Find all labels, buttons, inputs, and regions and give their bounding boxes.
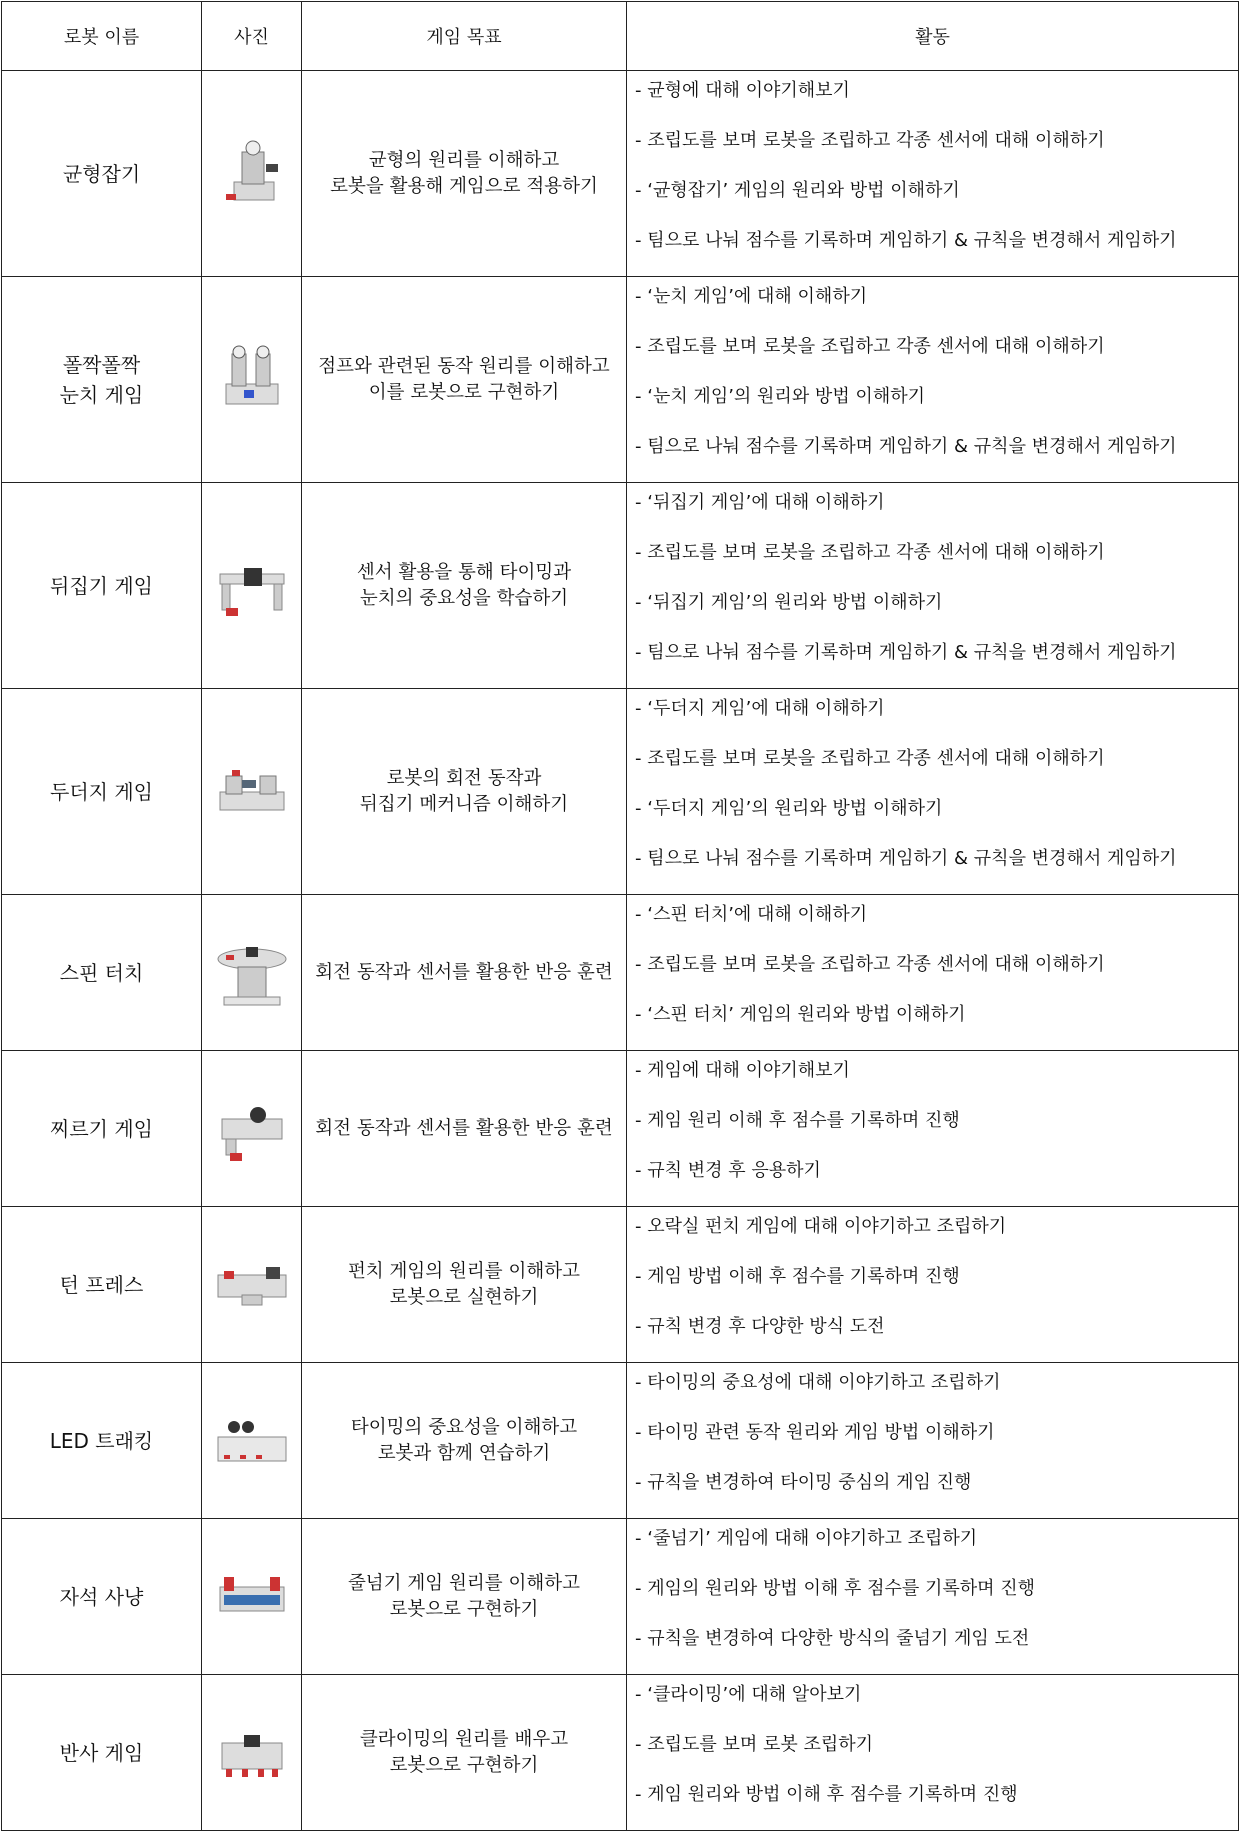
- activity-cell: [627, 71, 1239, 277]
- robot-name: 스핀 터치: [2, 895, 202, 1051]
- robot-image: [212, 752, 292, 832]
- table-row: [2, 689, 1239, 895]
- activity-list: [627, 71, 1238, 276]
- header-robot-name: 로봇 이름: [2, 2, 202, 71]
- activity-item: - 조립도를 보며 로봇을 조립하고 각종 센서에 대해 이해하기: [635, 336, 1105, 357]
- activity-list: [627, 1051, 1238, 1206]
- activity-item: - 조립도를 보며 로봇을 조립하고 각종 센서에 대해 이해하기: [635, 748, 1105, 769]
- activity-list: [627, 1519, 1238, 1674]
- table-row: [2, 1519, 1239, 1675]
- game-goal: 로봇의 회전 동작과 뒤집기 메커니즘 이해하기: [302, 689, 627, 895]
- activity-item: - 조립도를 보며 로봇을 조립하고 각종 센서에 대해 이해하기: [635, 130, 1105, 151]
- robot-photo-cell: [202, 1051, 302, 1207]
- game-goal: 타이밍의 중요성을 이해하고 로봇과 함께 연습하기: [302, 1363, 627, 1519]
- activity-cell: [627, 1207, 1239, 1363]
- robot-game-table: [1, 1, 1239, 1831]
- table-row: [2, 1675, 1239, 1831]
- activity-list: [627, 1675, 1238, 1830]
- robot-photo-cell: [202, 277, 302, 483]
- activity-cell: [627, 895, 1239, 1051]
- activity-item: - ‘줄넘기’ 게임에 대해 이야기하고 조립하기: [635, 1528, 978, 1549]
- activity-item: - 조립도를 보며 로봇을 조립하고 각종 센서에 대해 이해하기: [635, 954, 1105, 975]
- game-goal: 회전 동작과 센서를 활용한 반응 훈련: [302, 895, 627, 1051]
- activity-cell: [627, 689, 1239, 895]
- activity-item: - ‘뒤집기 게임’의 원리와 방법 이해하기: [635, 592, 943, 613]
- activity-item: - 규칙을 변경하여 타이밍 중심의 게임 진행: [635, 1472, 972, 1493]
- activity-item: - ‘균형잡기’ 게임의 원리와 방법 이해하기: [635, 180, 960, 201]
- header-photo: 사진: [202, 2, 302, 71]
- activity-item: - ‘스핀 터치’ 게임의 원리와 방법 이해하기: [635, 1004, 966, 1025]
- robot-name: 두더지 게임: [2, 689, 202, 895]
- activity-item: - 규칙 변경 후 다양한 방식 도전: [635, 1316, 885, 1337]
- activity-cell: [627, 1519, 1239, 1675]
- activity-item: - ‘클라이밍’에 대해 알아보기: [635, 1684, 862, 1705]
- activity-item: - 게임의 원리와 방법 이해 후 점수를 기록하며 진행: [635, 1578, 1036, 1599]
- table-row: [2, 277, 1239, 483]
- robot-name: LED 트래킹: [2, 1363, 202, 1519]
- robot-photo-cell: [202, 689, 302, 895]
- activity-item: - 팀으로 나눠 점수를 기록하며 게임하기 & 규칙을 변경해서 게임하기: [635, 642, 1177, 663]
- robot-image: [212, 546, 292, 626]
- activity-item: - ‘눈치 게임’에 대해 이해하기: [635, 286, 868, 307]
- activity-item: - 팀으로 나눠 점수를 기록하며 게임하기 & 규칙을 변경해서 게임하기: [635, 230, 1177, 251]
- header-game-goal: 게임 목표: [302, 2, 627, 71]
- activity-cell: [627, 1675, 1239, 1831]
- game-goal: 센서 활용을 통해 타이밍과 눈치의 중요성을 학습하기: [302, 483, 627, 689]
- activity-item: - 게임 원리 이해 후 점수를 기록하며 진행: [635, 1110, 960, 1131]
- robot-image: [212, 933, 292, 1013]
- robot-name: 턴 프레스: [2, 1207, 202, 1363]
- robot-photo-cell: [202, 483, 302, 689]
- robot-photo-cell: [202, 1207, 302, 1363]
- robot-image: [212, 1089, 292, 1169]
- robot-photo-cell: [202, 1675, 302, 1831]
- activity-item: - ‘뒤집기 게임’에 대해 이해하기: [635, 492, 885, 513]
- robot-name: 찌르기 게임: [2, 1051, 202, 1207]
- robot-image: [212, 1245, 292, 1325]
- activity-item: - 오락실 펀치 게임에 대해 이야기하고 조립하기: [635, 1216, 1007, 1237]
- activity-cell: [627, 1051, 1239, 1207]
- activity-item: - 게임에 대해 이야기해보기: [635, 1060, 850, 1081]
- table-row: [2, 483, 1239, 689]
- robot-photo-cell: [202, 71, 302, 277]
- activity-item: - 게임 원리와 방법 이해 후 점수를 기록하며 진행: [635, 1784, 1018, 1805]
- robot-image: [212, 1557, 292, 1637]
- activity-cell: [627, 483, 1239, 689]
- activity-item: - ‘눈치 게임’의 원리와 방법 이해하기: [635, 386, 925, 407]
- header-activity: 활동: [627, 2, 1239, 71]
- table-header-row: [2, 2, 1239, 71]
- activity-item: - 타이밍 관련 동작 원리와 게임 방법 이해하기: [635, 1422, 995, 1443]
- activity-cell: [627, 277, 1239, 483]
- activity-item: - ‘두더지 게임’에 대해 이해하기: [635, 698, 885, 719]
- activity-list: [627, 483, 1238, 688]
- activity-item: - 게임 방법 이해 후 점수를 기록하며 진행: [635, 1266, 960, 1287]
- table-row: [2, 895, 1239, 1051]
- robot-image: [212, 1401, 292, 1481]
- activity-cell: [627, 1363, 1239, 1519]
- activity-list: [627, 1207, 1238, 1362]
- robot-image: [212, 1713, 292, 1793]
- robot-image: [212, 340, 292, 420]
- activity-item: - 조립도를 보며 로봇 조립하기: [635, 1734, 874, 1755]
- activity-item: - 타이밍의 중요성에 대해 이야기하고 조립하기: [635, 1372, 1001, 1393]
- table-row: [2, 1051, 1239, 1207]
- game-goal: 클라이밍의 원리를 배우고 로봇으로 구현하기: [302, 1675, 627, 1831]
- table-row: [2, 1363, 1239, 1519]
- robot-photo-cell: [202, 895, 302, 1051]
- game-goal: 줄넘기 게임 원리를 이해하고 로봇으로 구현하기: [302, 1519, 627, 1675]
- activity-item: - 규칙 변경 후 응용하기: [635, 1160, 821, 1181]
- robot-photo-cell: [202, 1519, 302, 1675]
- game-goal: 회전 동작과 센서를 활용한 반응 훈련: [302, 1051, 627, 1207]
- table-row: [2, 71, 1239, 277]
- robot-name: 폴짝폴짝 눈치 게임: [2, 277, 202, 483]
- activity-list: [627, 689, 1238, 894]
- activity-item: - 균형에 대해 이야기해보기: [635, 80, 850, 101]
- robot-image: [212, 134, 292, 214]
- robot-name: 균형잡기: [2, 71, 202, 277]
- game-goal: 펀치 게임의 원리를 이해하고 로봇으로 실현하기: [302, 1207, 627, 1363]
- table-row: [2, 1207, 1239, 1363]
- activity-list: [627, 895, 1238, 1050]
- activity-item: - 팀으로 나눠 점수를 기록하며 게임하기 & 규칙을 변경해서 게임하기: [635, 436, 1177, 457]
- robot-photo-cell: [202, 1363, 302, 1519]
- activity-item: - 규칙을 변경하여 다양한 방식의 줄넘기 게임 도전: [635, 1628, 1030, 1649]
- game-goal: 균형의 원리를 이해하고 로봇을 활용해 게임으로 적용하기: [302, 71, 627, 277]
- activity-item: - 팀으로 나눠 점수를 기록하며 게임하기 & 규칙을 변경해서 게임하기: [635, 848, 1177, 869]
- robot-name: 자석 사냥: [2, 1519, 202, 1675]
- activity-list: [627, 1363, 1238, 1518]
- game-goal: 점프와 관련된 동작 원리를 이해하고 이를 로봇으로 구현하기: [302, 277, 627, 483]
- activity-item: - ‘스핀 터치’에 대해 이해하기: [635, 904, 868, 925]
- robot-name: 뒤집기 게임: [2, 483, 202, 689]
- robot-name: 반사 게임: [2, 1675, 202, 1831]
- activity-item: - ‘두더지 게임’의 원리와 방법 이해하기: [635, 798, 943, 819]
- activity-item: - 조립도를 보며 로봇을 조립하고 각종 센서에 대해 이해하기: [635, 542, 1105, 563]
- activity-list: [627, 277, 1238, 482]
